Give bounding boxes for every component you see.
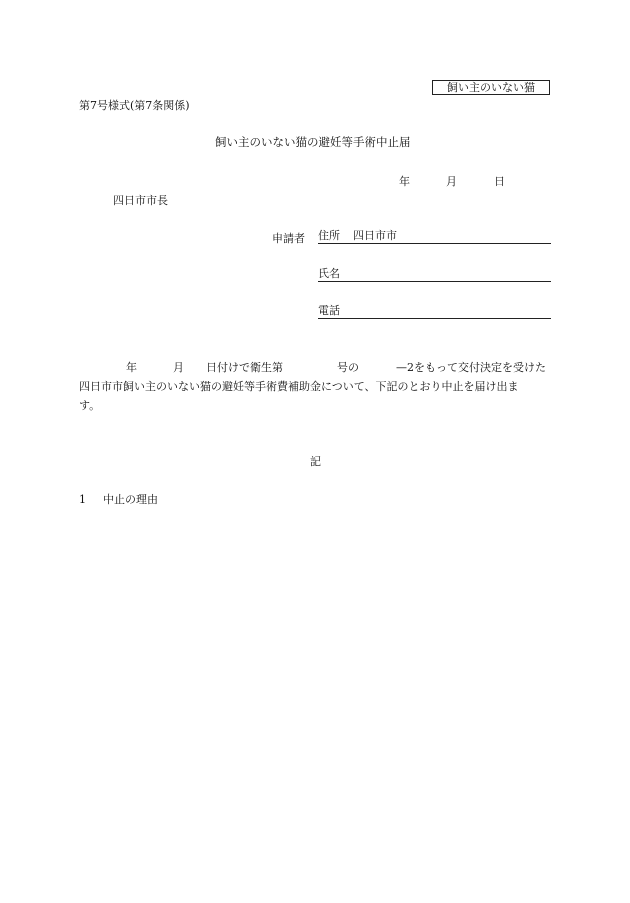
date-month-label: 月	[446, 175, 457, 188]
date-year-label: 年	[399, 175, 410, 188]
list-item	[79, 494, 158, 505]
body-day-text: 日付けで衛生第	[206, 361, 283, 374]
note-heading: 記	[310, 455, 321, 468]
address-field[interactable]	[318, 230, 551, 244]
name-field[interactable]	[318, 268, 551, 282]
form-number: 第7号様式(第7条関係)	[79, 99, 190, 112]
category-label-box	[432, 80, 550, 95]
category-label: 飼い主のいない猫	[447, 81, 535, 94]
body-line-3: す。	[79, 399, 101, 412]
phone-label: 電話	[318, 304, 340, 317]
date-day-label: 日	[494, 175, 505, 188]
recipient: 四日市市長	[113, 194, 168, 207]
body-line-1	[0, 362, 630, 374]
body-year-label: 年	[126, 361, 137, 374]
item-number: 1	[79, 493, 86, 506]
name-label: 氏名	[318, 267, 340, 280]
address-label: 住所	[318, 229, 340, 242]
applicant-label: 申請者	[272, 232, 305, 245]
body-month-label: 月	[173, 361, 184, 374]
body-line1-tail: —2をもって交付決定を受けた	[396, 361, 546, 374]
document-title: 飼い主のいない猫の避妊等手術中止届	[215, 135, 411, 149]
item-label: 中止の理由	[103, 493, 158, 506]
body-line-2: 四日市市飼い主のいない猫の避妊等手術費補助金について、下記のとおり中止を届け出ま	[79, 380, 519, 393]
phone-field[interactable]	[318, 305, 551, 319]
body-number-text: 号の	[337, 361, 359, 374]
address-value: 四日市市	[353, 229, 397, 242]
